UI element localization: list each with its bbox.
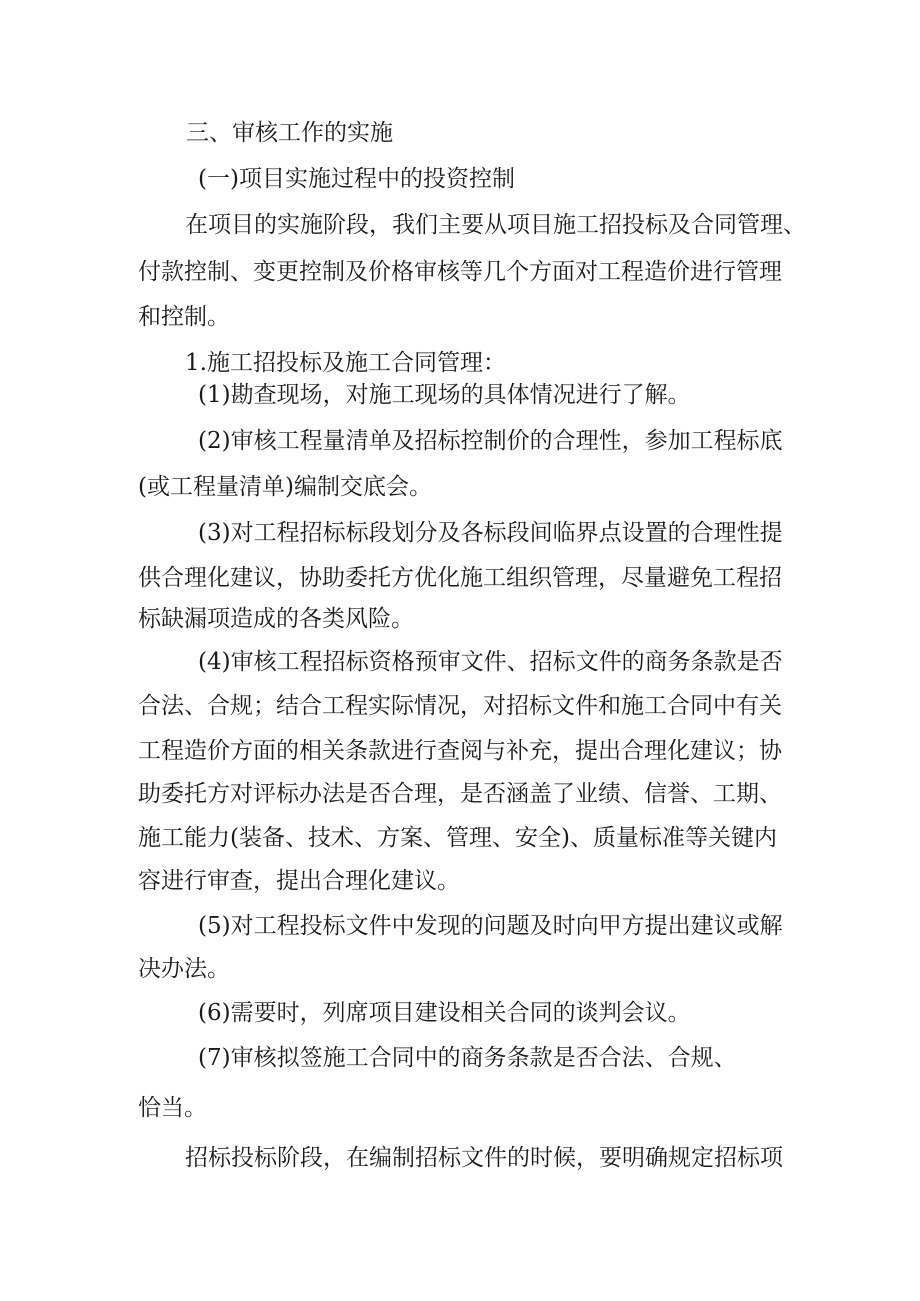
item-heading: 1.施工招投标及施工合同管理： [185, 350, 506, 376]
paragraph-line: 招标投标阶段，在编制招标文件的时候，要明确规定招标项 [185, 1145, 783, 1171]
list-item: (6)需要时，列席项目建设相关合同的谈判会议。 [198, 1000, 691, 1026]
list-item-continuation: 标缺漏项造成的各类风险。 [138, 606, 414, 632]
list-item-continuation: 施工能力(装备、技术、方案、管理、安全)、质量标准等关键内 [138, 825, 777, 851]
list-item-continuation: (或工程量清单)编制交底会。 [138, 474, 432, 500]
section-heading: 三、审核工作的实施 [186, 120, 393, 146]
list-item-continuation: 容进行审查，提出合理化建议。 [138, 868, 460, 894]
list-item: (7)审核拟签施工合同中的商务条款是否合法、合规、 [198, 1045, 737, 1071]
subsection-heading: (一)项目实施过程中的投资控制 [198, 166, 515, 192]
paragraph-line: 在项目的实施阶段，我们主要从项目施工招投标及合同管理、 [185, 212, 806, 238]
list-item: (2)审核工程量清单及招标控制价的合理性，参加工程标底 [198, 428, 783, 454]
list-item-continuation: 供合理化建议，协助委托方优化施工组织管理，尽量避免工程招 [138, 565, 782, 591]
paragraph-line: 和控制。 [138, 304, 230, 330]
list-item-continuation: 工程造价方面的相关条款进行查阅与补充，提出合理化建议；协 [138, 738, 782, 764]
list-item-continuation: 决办法。 [138, 956, 230, 982]
paragraph-line: 付款控制、变更控制及价格审核等几个方面对工程造价进行管理 [138, 259, 782, 285]
list-item-continuation: 助委托方对评标办法是否合理，是否涵盖了业绩、信誉、工期、 [138, 781, 782, 807]
list-item-continuation: 合法、合规；结合工程实际情况，对招标文件和施工合同中有关 [138, 693, 782, 719]
list-item-continuation: 恰当。 [138, 1095, 207, 1121]
list-item: (5)对工程投标文件中发现的问题及时向甲方提出建议或解 [198, 913, 783, 939]
list-item: (4)审核工程招标资格预审文件、招标文件的商务条款是否 [198, 649, 783, 675]
list-item: (1)勘查现场，对施工现场的具体情况进行了解。 [198, 382, 691, 408]
list-item: (3)对工程招标标段划分及各标段间临界点设置的合理性提 [198, 520, 783, 546]
